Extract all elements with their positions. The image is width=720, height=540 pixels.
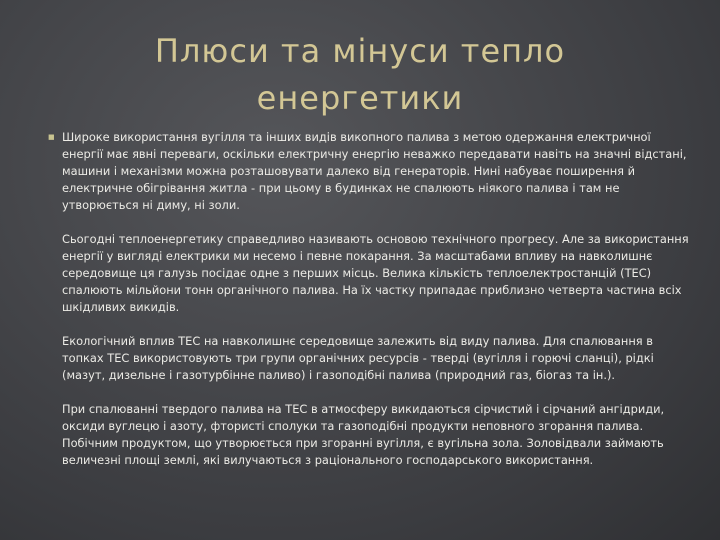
slide-title <box>40 28 680 122</box>
slide-body <box>48 129 690 486</box>
paragraph-1: Широке використання вугілля та інших видів викопного палива з метою одержання електричної енергії має явні переваги, оскільки електричну енергію неважко передавати навіть на значні відстані, машини і механізми можна розташовувати далеко від генераторів. Нині набуває поширення й електричне обігрівання житла - при цьому в будинках не спалюють ніякого палива і там не утворюється ні диму, ні золи. <box>62 130 687 212</box>
paragraph-4: При спалюванні твердого палива на ТЕС в атмосферу викидаються сірчистий і сірчаний ангідриди, оксиди вуглецю і азоту, фтористі сполуки та газоподібні продукти неповного згорання палива. Побічним продуктом, що утворюється при згоранні вугілля, є вугільна зола. Золовідвали займають величезні площі землі, які вилучаються з раціонального господарського використання. <box>62 402 665 467</box>
slide-title-line-2: енергетики <box>256 79 464 117</box>
slide-title-line-1: Плюси та мінуси тепло <box>154 32 566 70</box>
paragraph-2: Сьогодні теплоенергетику справедливо називають основою технічного прогресу. Але за використання енергії у вигляді електрики ми несемо і певне покарання. За масштабами впливу на навколишнє середовище ця галузь посідає одне з перших місць. Велика кількість теплоелектростанцій (ТЕС) спалюють мільйони тонн органічного палива. На їх частку припадає приблизно четверта частина всіх шкідливих викидів. <box>62 232 689 314</box>
bullet-text <box>62 129 690 469</box>
paragraph-3: Екологічний вплив ТЕС на навколишнє середовище залежить від виду палива. Для спалювання в топках ТЕС використовують три групи органічних ресурсів - тверді (вугілля і горючі сланці), рідкі (мазут, дизельне і газотурбінне паливо) і газоподібні палива (природний газ, біогаз та ін.). <box>62 334 654 382</box>
bullet-marker: ■ <box>48 133 55 141</box>
